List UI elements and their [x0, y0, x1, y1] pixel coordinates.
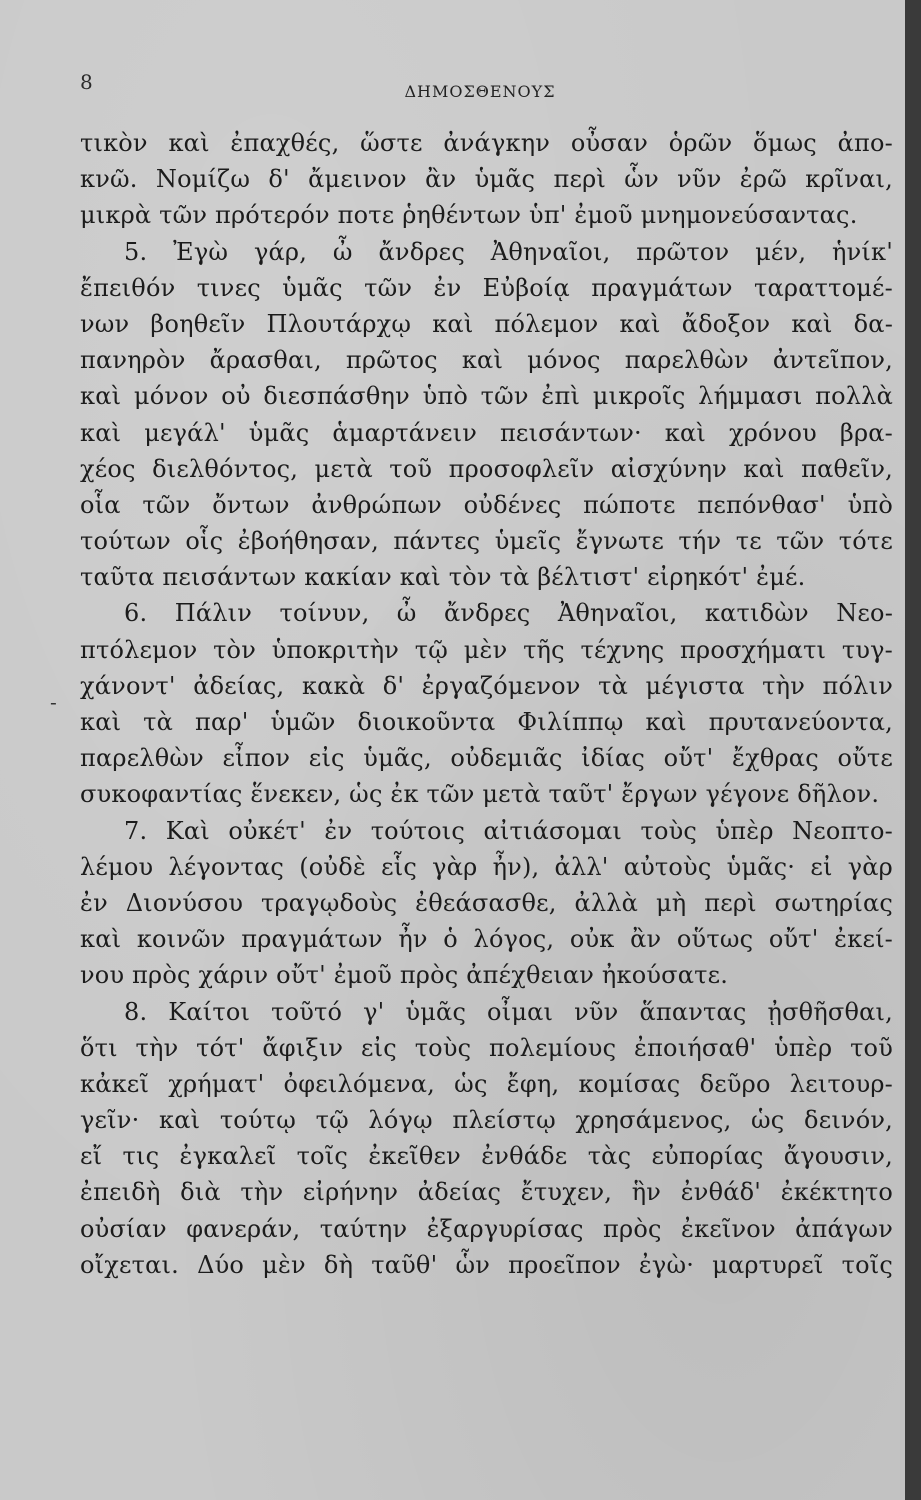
text-line: τούτων οἷς ἐβοήθησαν, πάντες ὑμεῖς ἔγνωτε τήν τε τῶν τότε — [80, 527, 893, 556]
text-line: μικρὰ τῶν πρότερόν ποτε ῥηθέντων ὑπ' ἐμοῦ μνημονεύσαντας. — [80, 201, 858, 230]
margin-mark: - — [50, 690, 57, 714]
text-line: συκοφαντίας ἕνεκεν, ὡς ἐκ τῶν μετὰ ταῦτ' ἔργων γέγονε δῆλον. — [80, 780, 880, 809]
text-line: παρελθὼν εἶπον εἰς ὑμᾶς, οὐδεμιᾶς ἰδίας οὔτ' ἔχθρας οὔτε — [80, 744, 893, 773]
text-line: πανηρὸν ἄρασθαι, πρῶτος καὶ μόνος παρελθὼν ἀντεῖπον, — [80, 346, 893, 375]
text-line: ταῦτα πεισάντων κακίαν καὶ τὸν τὰ βέλτιστ' εἰρηκότ' ἐμέ. — [80, 563, 806, 592]
text-line: οἷα τῶν ὄντων ἀνθρώπων οὐδένες πώποτε πεπόνθασ' ὑπὸ — [80, 490, 893, 519]
text-line: 7. Καὶ οὐκέτ' ἐν τούτοις αἰτιάσομαι τοὺς ὑπὲρ Νεοπτο- — [124, 816, 893, 845]
text-line: οἴχεται. Δύο μὲν δὴ ταῦθ' ὧν προεῖπον ἐγὼ· μαρτυρεῖ τοῖς — [80, 1250, 893, 1279]
text-line: 5. Ἐγὼ γάρ, ὦ ἄνδρες Ἀθηναῖοι, πρῶτον μέν, ἡνίκ' — [124, 237, 893, 266]
text-line: νου πρὸς χάριν οὔτ' ἐμοῦ πρὸς ἀπέχθειαν ἠκούσατε. — [80, 961, 729, 990]
main-text — [80, 125, 893, 1283]
text-line: πτόλεμον τὸν ὑποκριτὴν τῷ μὲν τῆς τέχνης προσχήματι τυγ- — [80, 635, 893, 664]
text-line: κνῶ. Νομίζω δ' ἄμεινον ἂν ὑμᾶς περὶ ὧν νῦν ἐρῶ κρῖναι, — [80, 165, 893, 194]
text-line: γεῖν· καὶ τούτῳ τῷ λόγῳ πλείστῳ χρησάμενος, ὡς δεινόν, — [80, 1106, 893, 1135]
text-line: χέος διελθόντος, μετὰ τοῦ προσοφλεῖν αἰσχύνην καὶ παθεῖν, — [80, 454, 893, 483]
text-line: ἐν Διονύσου τραγῳδοὺς ἐθεάσασθε, ἀλλὰ μὴ περὶ σωτηρίας — [80, 888, 893, 917]
text-line: καὶ κοινῶν πραγμάτων ἦν ὁ λόγος, οὐκ ἂν οὕτως οὔτ' ἐκεί- — [80, 925, 893, 954]
text-line: ἔπειθόν τινες ὑμᾶς τῶν ἐν Εὐβοίᾳ πραγμάτων ταραττομέ- — [80, 273, 893, 302]
text-line: νων βοηθεῖν Πλουτάρχῳ καὶ πόλεμον καὶ ἄδοξον καὶ δα- — [80, 309, 893, 338]
text-line: λέμου λέγοντας (οὐδὲ εἷς γὰρ ἦν), ἀλλ' αὐτοὺς ὑμᾶς· εἰ γὰρ — [80, 852, 893, 881]
text-line: ἐπειδὴ διὰ τὴν εἰρήνην ἀδείας ἔτυχεν, ἣν ἐνθάδ' ἐκέκτητο — [80, 1178, 893, 1207]
text-line: εἴ τις ἐγκαλεῖ τοῖς ἐκεῖθεν ἐνθάδε τὰς εὐπορίας ἄγουσιν, — [80, 1142, 893, 1171]
page-edge-shadow — [905, 0, 921, 1500]
text-line: τικὸν καὶ ἐπαχθές, ὥστε ἀνάγκην οὖσαν ὁρῶν ὅμως ἀπο- — [80, 129, 893, 157]
text-line: 8. Καίτοι τοῦτό γ' ὑμᾶς οἶμαι νῦν ἅπαντας ᾐσθῆσθαι, — [124, 997, 893, 1026]
text-line: καὶ τὰ παρ' ὑμῶν διοικοῦντα Φιλίππῳ καὶ πρυτανεύοντα, — [80, 708, 893, 736]
page-number: 8 — [80, 70, 93, 94]
text-line: οὐσίαν φανεράν, ταύτην ἐξαργυρίσας πρὸς ἐκεῖνον ἀπάγων — [80, 1214, 893, 1243]
text-line: καὶ μόνον οὐ διεσπάσθην ὑπὸ τῶν ἐπὶ μικροῖς λήμμασι πολλὰ — [80, 382, 893, 411]
text-line: κἀκεῖ χρήματ' ὀφειλόμενα, ὡς ἔφη, κομίσας δεῦρο λειτουρ- — [80, 1069, 893, 1098]
text-line: καὶ μεγάλ' ὑμᾶς ἁμαρτάνειν πεισάντων· καὶ χρόνου βρα- — [80, 418, 893, 447]
running-head: ΔΗΜΟΣΘΕΝΟΥΣ — [404, 82, 556, 101]
text-line: ὅτι τὴν τότ' ἄφιξιν εἰς τοὺς πολεμίους ἐποιήσαθ' ὑπὲρ τοῦ — [80, 1033, 893, 1062]
text-line: χάνοντ' ἀδείας, κακὰ δ' ἐργαζόμενον τὰ μέγιστα τὴν πόλιν — [80, 671, 893, 700]
text-line: 6. Πάλιν τοίνυν, ὦ ἄνδρες Ἀθηναῖοι, κατιδὼν Νεο- — [124, 599, 893, 628]
